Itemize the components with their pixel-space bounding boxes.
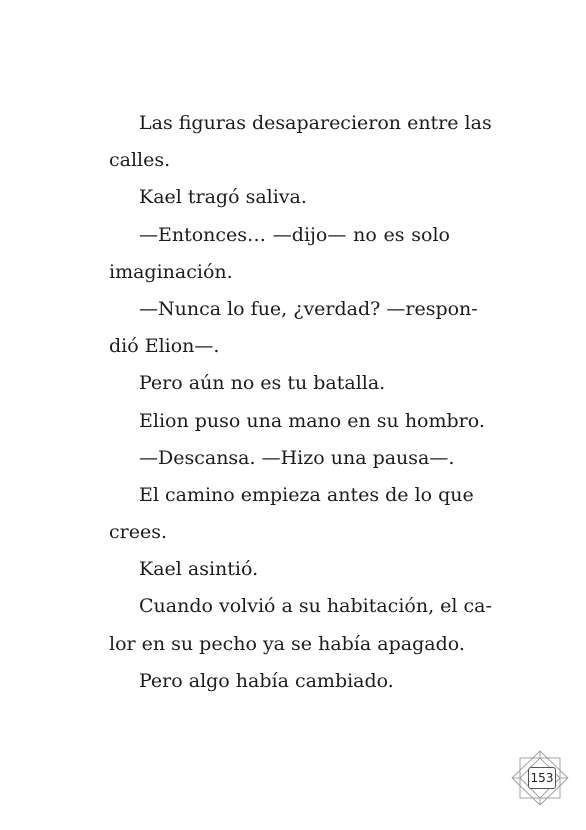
- text-line-10: —Descansa. —Hizo una pausa—.: [139, 446, 455, 469]
- text-line-16: Pero algo había cambiado.: [139, 669, 394, 692]
- text-line-11: El camino empieza antes de lo que: [139, 483, 474, 506]
- text-line-5: imaginación.: [109, 260, 233, 283]
- text-line-15: lor en su pecho ya se había apagado.: [109, 632, 465, 655]
- text-line-8: Pero aún no es tu batalla.: [139, 372, 386, 395]
- text-line-3: Kael tragó saliva.: [139, 186, 307, 209]
- text-line-14: Cuando volvió a su habitación, el ca-: [139, 595, 492, 618]
- text-line-2: calles.: [109, 149, 171, 172]
- text-line-13: Kael asintió.: [139, 558, 259, 581]
- text-line-6: —Nunca lo fue, ¿verdad? —respon-: [139, 297, 478, 320]
- text-line-12: crees.: [109, 521, 168, 544]
- text-line-4: —Entonces… —dijo— no es solo: [139, 223, 450, 246]
- body-text: [109, 105, 492, 700]
- page-number: 153: [528, 767, 556, 789]
- text-line-1: Las figuras desaparecieron entre las: [139, 112, 492, 134]
- text-line-9: Elion puso una mano en su hombro.: [139, 409, 485, 432]
- page-number-badge: [509, 749, 571, 807]
- text-line-7: dió Elion—.: [109, 335, 220, 358]
